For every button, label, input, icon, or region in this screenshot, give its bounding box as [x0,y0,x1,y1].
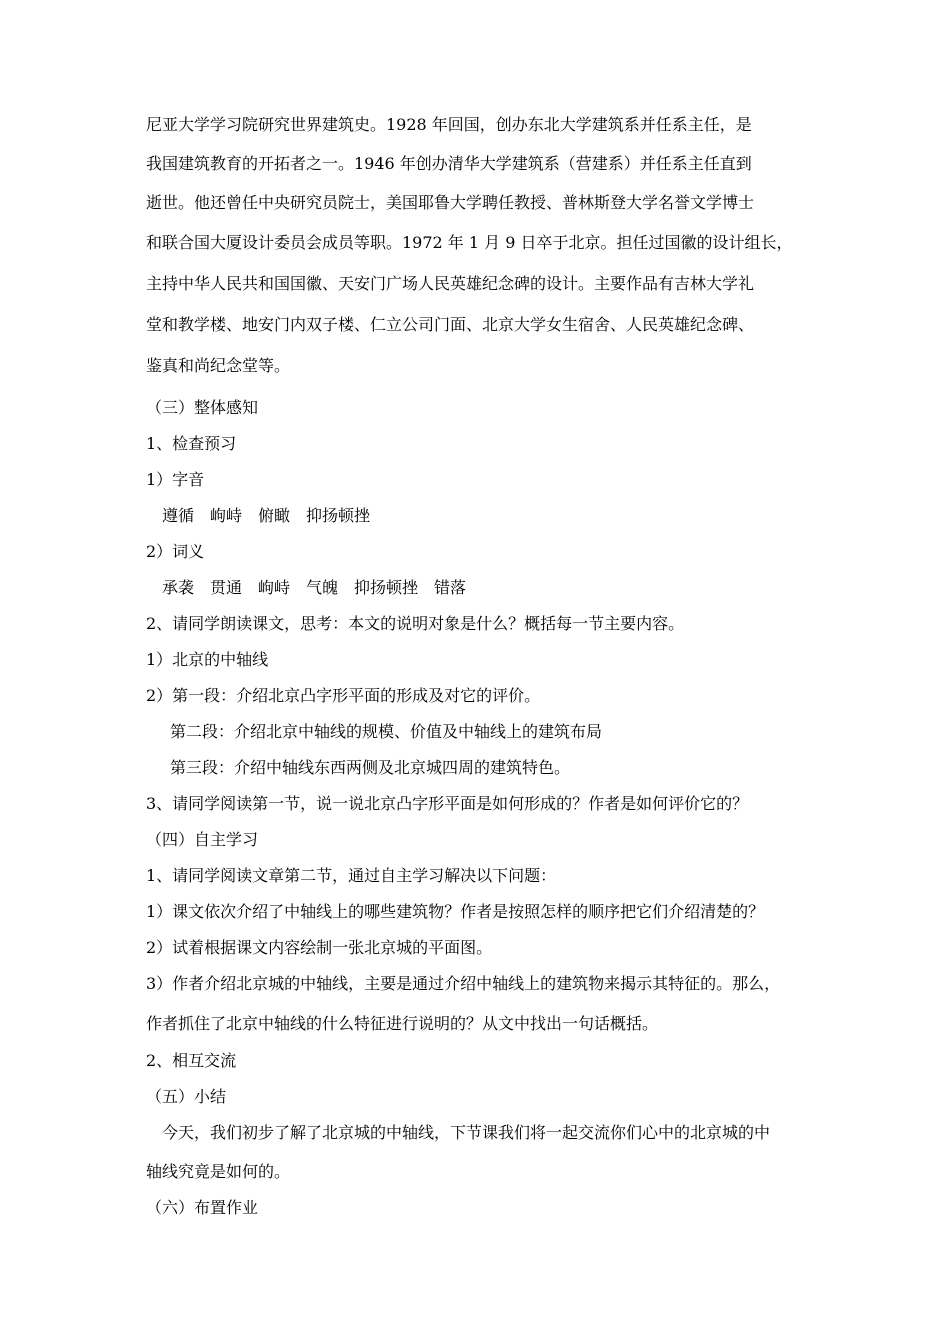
subsection-heading: 1、检查预习 [146,434,237,453]
question-line: 1、请同学阅读文章第二节，通过自主学习解决以下问题： [146,866,557,885]
item-heading: 2）词义 [146,542,205,561]
item-heading: 1）字音 [146,470,205,489]
answer-line: 1）北京的中轴线 [146,650,269,669]
vocabulary-line: 承袭 贯通 岣峙 气魄 抑扬顿挫 错落 [162,578,467,597]
question-line: 3、请同学阅读第一节，说一说北京凸字形平面是如何形成的？作者是如何评价它的？ [146,794,749,813]
text-line: 主持中华人民共和国国徽、天安门广场人民英雄纪念碑的设计。主要作品有吉林大学礼 [146,274,755,293]
answer-line: 第三段：介绍中轴线东西两侧及北京城四周的建筑特色。 [170,758,571,777]
section-heading: （三）整体感知 [146,398,259,417]
text-line: 和联合国大厦设计委员会成员等职。1972 年 1 月 9 日卒于北京。担任过国徽的设计组长， [146,233,793,252]
answer-line: 2）第一段：介绍北京凸字形平面的形成及对它的评价。 [146,686,541,705]
vocabulary-line: 遵循 岣峙 俯瞰 抑扬顿挫 [162,506,371,525]
question-line: 1）课文依次介绍了中轴线上的哪些建筑物？作者是按照怎样的顺序把它们介绍清楚的？ [146,902,765,921]
text-line: 我国建筑教育的开拓者之一。1946 年创办清华大学建筑系（营建系）并任系主任直到 [146,154,752,173]
question-line: 2、请同学朗读课文，思考：本文的说明对象是什么？概括每一节主要内容。 [146,614,685,633]
paragraph-line: 轴线究竟是如何的。 [146,1162,291,1181]
section-heading: （五）小结 [146,1087,227,1106]
paragraph-line: 今天，我们初步了解了北京城的中轴线，下节课我们将一起交流你们心中的北京城的中 [162,1123,771,1142]
section-heading: （四）自主学习 [146,830,259,849]
text-line: 堂和教学楼、地安门内双子楼、仁立公司门面、北京大学女生宿舍、人民英雄纪念碑、 [146,315,755,334]
text-line: 逝世。他还曾任中央研究员院士，美国耶鲁大学聘任教授、普林斯登大学名誉文学博士 [146,193,755,212]
text-line: 鉴真和尚纪念堂等。 [146,356,291,375]
text-line: 尼亚大学学习院研究世界建筑史。1928 年回国，创办东北大学建筑系并任系主任，是 [146,115,752,134]
question-line: 作者抓住了北京中轴线的什么特征进行说明的？从文中找出一句话概括。 [146,1014,659,1033]
question-line: 3）作者介绍北京城的中轴线，主要是通过介绍中轴线上的建筑物来揭示其特征的。那么， [146,974,781,993]
section-heading: （六）布置作业 [146,1198,259,1217]
answer-line: 第二段：介绍北京中轴线的规模、价值及中轴线上的建筑布局 [170,722,603,741]
question-line: 2）试着根据课文内容绘制一张北京城的平面图。 [146,938,493,957]
subsection-heading: 2、相互交流 [146,1051,237,1070]
